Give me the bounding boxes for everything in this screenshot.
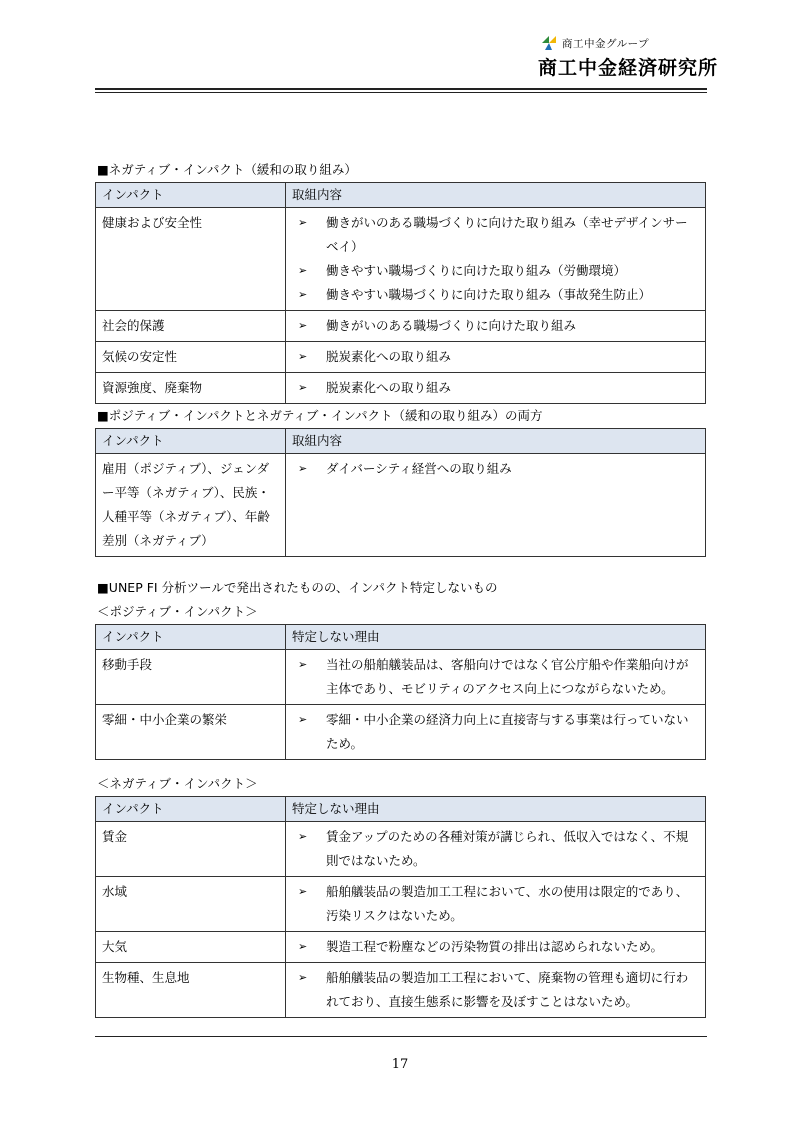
bullet-text: 賃金アップのための各種対策が講じられ、低収入ではなく、不規則ではないため。 (326, 829, 689, 868)
detail-cell (286, 311, 706, 342)
arrow-bullet-icon: ➢ (298, 462, 308, 475)
table-row (96, 877, 706, 932)
arrow-bullet-icon: ➢ (298, 288, 308, 301)
detail-cell (286, 932, 706, 963)
impact-cell: 生物種、生息地 (96, 963, 286, 1018)
arrow-bullet-icon: ➢ (298, 830, 308, 843)
bullet-text: 零細・中小企業の経済力向上に直接寄与する事業は行っていないため。 (326, 712, 689, 751)
impact-cell: 移動手段 (96, 650, 286, 705)
section4-table (95, 796, 706, 1018)
bullet-item (292, 345, 699, 369)
arrow-bullet-icon: ➢ (298, 940, 308, 953)
bullet-text: 働きがいのある職場づくりに向けた取り組み (326, 318, 577, 333)
arrow-bullet-icon: ➢ (298, 713, 308, 726)
table-row (96, 963, 706, 1018)
bullet-text: 船舶艤装品の製造加工工程において、廃棄物の管理も適切に行われており、直接生態系に影響を及ぼすことはないため。 (326, 970, 689, 1009)
section3-table (95, 624, 706, 760)
bullet-item (292, 935, 699, 959)
bullet-item (292, 211, 699, 259)
table-row (96, 342, 706, 373)
bullet-text: 製造工程で粉塵などの汚染物質の排出は認められないため。 (326, 939, 664, 954)
section2-title: ■ポジティブ・インパクトとネガティブ・インパクト（緩和の取り組み）の両方 (97, 408, 543, 423)
detail-cell (286, 650, 706, 705)
table-row (96, 454, 706, 557)
table-row (96, 650, 706, 705)
arrow-bullet-icon: ➢ (298, 658, 308, 671)
page-number: 17 (391, 1057, 409, 1072)
section4-subtitle: ＜ネガティブ・インパクト＞ (97, 776, 258, 791)
logo-top (538, 34, 703, 52)
bullet-text: ダイバーシティ経営への取り組み (326, 461, 512, 476)
table-header-row (96, 797, 706, 822)
header-rule (95, 88, 707, 90)
column-header-impact: インパクト (96, 625, 286, 650)
table-row (96, 373, 706, 404)
impact-cell: 資源強度、廃棄物 (96, 373, 286, 404)
bullet-item (292, 880, 699, 928)
detail-cell (286, 705, 706, 760)
arrow-bullet-icon: ➢ (298, 350, 308, 363)
column-header-detail: 特定しない理由 (286, 797, 706, 822)
impact-cell: 健康および安全性 (96, 208, 286, 311)
column-header-impact: インパクト (96, 183, 286, 208)
bullet-item (292, 314, 699, 338)
column-header-impact: インパクト (96, 797, 286, 822)
arrow-bullet-icon: ➢ (298, 264, 308, 277)
bullet-text: 船舶艤装品の製造加工工程において、水の使用は限定的であり、汚染リスクはないため。 (326, 884, 689, 923)
bullet-text: 脱炭素化への取り組み (326, 349, 452, 364)
arrow-bullet-icon: ➢ (298, 381, 308, 394)
company-logo (538, 34, 719, 80)
column-header-detail: 特定しない理由 (286, 625, 706, 650)
section1-table (95, 182, 706, 404)
detail-cell (286, 208, 706, 311)
section1-title: ■ネガティブ・インパクト（緩和の取り組み） (97, 162, 357, 177)
footer-rule (95, 1036, 707, 1037)
bullet-item (292, 708, 699, 756)
table-row (96, 932, 706, 963)
detail-cell (286, 963, 706, 1018)
detail-cell (286, 373, 706, 404)
impact-cell: 賃金 (96, 822, 286, 877)
logo-group-name: 商工中金グループ (562, 37, 650, 50)
arrow-bullet-icon: ➢ (298, 885, 308, 898)
table-row (96, 822, 706, 877)
impact-cell: 大気 (96, 932, 286, 963)
arrow-bullet-icon: ➢ (298, 216, 308, 229)
bullet-text: 働きやすい職場づくりに向けた取り組み（労働環境） (326, 263, 627, 278)
detail-cell (286, 454, 706, 557)
bullet-item (292, 283, 699, 307)
table-row (96, 705, 706, 760)
bullet-item (292, 825, 699, 873)
impact-cell: 水域 (96, 877, 286, 932)
table-header-row (96, 429, 706, 454)
column-header-detail: 取組内容 (286, 183, 706, 208)
bullet-item (292, 259, 699, 283)
bullet-text: 働きやすい職場づくりに向けた取り組み（事故発生防止） (326, 287, 652, 302)
logo-mark-icon (540, 34, 558, 52)
table-header-row (96, 183, 706, 208)
impact-cell: 零細・中小企業の繁栄 (96, 705, 286, 760)
table-row (96, 208, 706, 311)
impact-cell: 気候の安定性 (96, 342, 286, 373)
detail-cell (286, 877, 706, 932)
detail-cell (286, 822, 706, 877)
section2-table (95, 428, 706, 557)
table-row (96, 311, 706, 342)
table-header-row (96, 625, 706, 650)
column-header-impact: インパクト (96, 429, 286, 454)
bullet-item (292, 653, 699, 701)
bullet-text: 当社の船舶艤装品は、客船向けではなく官公庁船や作業船向けが主体であり、モビリティのアクセス向上につながらないため。 (326, 657, 689, 696)
bullet-item (292, 966, 699, 1014)
bullet-item (292, 457, 699, 481)
bullet-text: 働きがいのある職場づくりに向けた取り組み（幸せデザインサーベイ） (326, 215, 688, 254)
arrow-bullet-icon: ➢ (298, 319, 308, 332)
section3-title: ■UNEP FI 分析ツールで発出されたものの、インパクト特定しないもの (97, 580, 498, 595)
arrow-bullet-icon: ➢ (298, 971, 308, 984)
bullet-item (292, 376, 699, 400)
column-header-detail: 取組内容 (286, 429, 706, 454)
section3-subtitle: ＜ポジティブ・インパクト＞ (97, 604, 258, 619)
impact-cell: 雇用（ポジティブ）、ジェンダー平等（ネガティブ）、民族・人種平等（ネガティブ）、年齢差別（ネガティブ） (96, 454, 286, 557)
logo-main-name: 商工中金経済研究所 (538, 57, 719, 79)
impact-cell: 社会的保護 (96, 311, 286, 342)
bullet-text: 脱炭素化への取り組み (326, 380, 452, 395)
detail-cell (286, 342, 706, 373)
header-rule-thin (95, 92, 707, 93)
